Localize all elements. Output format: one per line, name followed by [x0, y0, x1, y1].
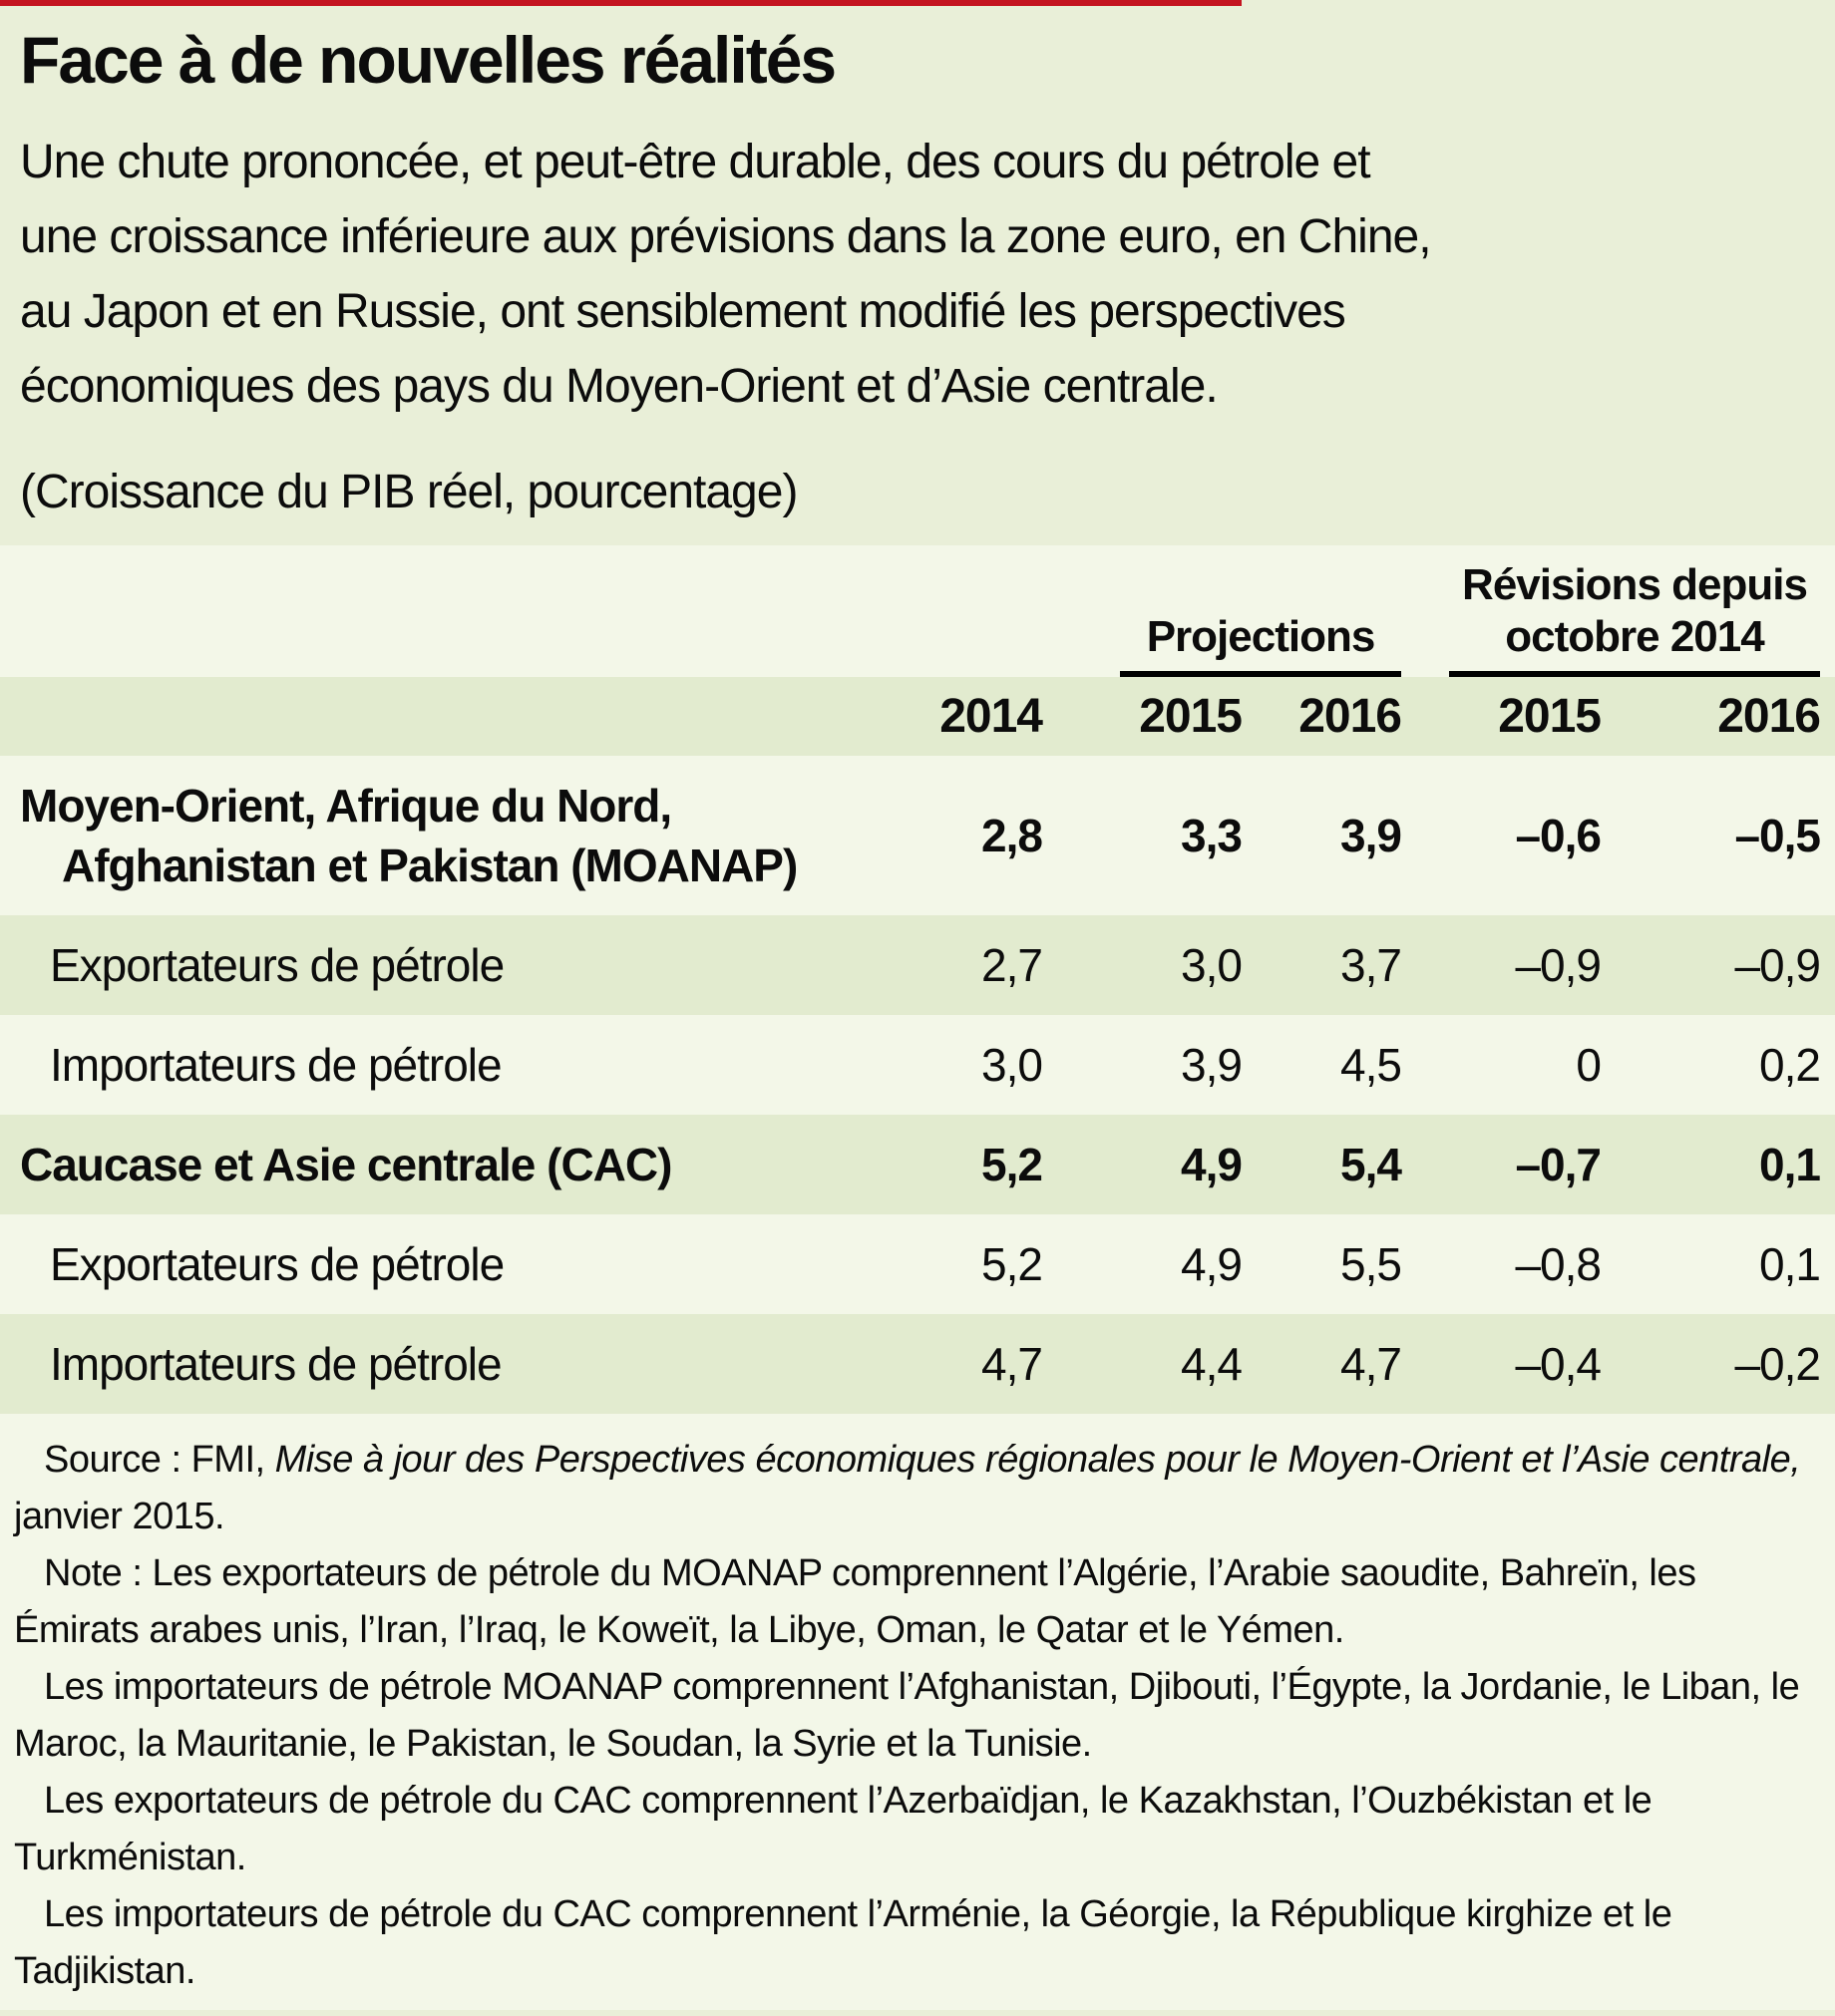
cell-rev-2015: 0 — [1576, 1039, 1601, 1092]
source-note-prefix: Source : FMI, — [44, 1439, 275, 1482]
note-cac-exporters: Les exportateurs de pétrole du CAC comprennent l’Azerbaïdjan, le Kazakhstan, l’Ouzbékistan et le Turkménistan. — [14, 1780, 1652, 1879]
cell-2014: 2,7 — [981, 939, 1042, 992]
figure-title: Face à de nouvelles réalités — [20, 23, 836, 97]
year-header-2014: 2014 — [939, 690, 1042, 744]
cell-proj-2016: 4,7 — [1340, 1338, 1401, 1391]
cell-2014: 2,8 — [981, 810, 1042, 862]
group-header-projections: Projections — [1120, 611, 1401, 677]
cell-rev-2015: –0,6 — [1515, 810, 1601, 862]
row-label: Importateurs de pétrole — [50, 1039, 502, 1092]
year-header-rev-2016: 2016 — [1717, 690, 1820, 744]
table-group-header-row — [0, 545, 1835, 677]
cell-rev-2016: –0,9 — [1734, 939, 1820, 992]
top-red-rule — [0, 0, 1242, 6]
cell-rev-2016: –0,5 — [1734, 810, 1820, 862]
cell-2014: 5,2 — [981, 1139, 1042, 1191]
intro-line: au Japon et en Russie, ont sensiblement modifié les perspectives — [20, 285, 1345, 339]
intro-line: une croissance inférieure aux prévisions dans la zone euro, en Chine, — [20, 210, 1431, 264]
row-label-line2: Afghanistan et Pakistan (MOANAP) — [62, 840, 798, 892]
cell-proj-2016: 4,5 — [1340, 1039, 1401, 1092]
table-year-header-row — [0, 677, 1835, 756]
table-row-moanap-exporters — [0, 915, 1835, 1015]
year-header-rev-2015: 2015 — [1498, 690, 1601, 744]
intro-line: économiques des pays du Moyen-Orient et d’Asie centrale. — [20, 360, 1218, 414]
cell-rev-2016: 0,1 — [1759, 1238, 1820, 1291]
footnotes — [0, 1414, 1835, 2010]
cell-proj-2015: 4,4 — [1181, 1338, 1242, 1391]
row-label: Caucase et Asie centrale (CAC) — [20, 1139, 672, 1191]
cell-rev-2015: –0,9 — [1515, 939, 1601, 992]
intro-paragraph — [20, 125, 1811, 424]
cell-rev-2015: –0,4 — [1515, 1338, 1601, 1391]
table-row-cac-exporters — [0, 1214, 1835, 1314]
cell-2014: 3,0 — [981, 1039, 1042, 1092]
cell-2014: 5,2 — [981, 1238, 1042, 1291]
table-row-cac-importers — [0, 1314, 1835, 1414]
cell-proj-2016: 3,9 — [1340, 810, 1401, 862]
cell-proj-2016: 3,7 — [1340, 939, 1401, 992]
intro-line: Une chute prononcée, et peut-être durable, des cours du pétrole et — [20, 136, 1370, 189]
table-row-cac — [0, 1115, 1835, 1214]
row-label: Importateurs de pétrole — [50, 1338, 502, 1391]
row-label: Exportateurs de pétrole — [50, 939, 505, 992]
cell-2014: 4,7 — [981, 1338, 1042, 1391]
source-note-date: janvier 2015. — [14, 1496, 225, 1538]
note-cac-importers: Les importateurs de pétrole du CAC comprennent l’Arménie, la Géorgie, la République kirghize et le Tadjikistan. — [14, 1893, 1672, 1993]
cell-rev-2015: –0,7 — [1515, 1139, 1601, 1191]
row-label — [20, 776, 858, 895]
group-header-revisions: Révisions depuis octobre 2014 — [1449, 559, 1820, 677]
cell-proj-2015: 4,9 — [1181, 1139, 1242, 1191]
cell-rev-2016: 0,2 — [1759, 1039, 1820, 1092]
note-moanap-exporters: Note : Les exportateurs de pétrole du MOANAP comprennent l’Algérie, l’Arabie saoudite, Bahreïn, les Émirats arabes unis, l’Iran, l’Iraq, le Koweït, la Libye, Oman, le Qatar et le Yémen. — [14, 1552, 1696, 1652]
cell-proj-2016: 5,5 — [1340, 1238, 1401, 1291]
cell-rev-2016: 0,1 — [1759, 1139, 1820, 1191]
cell-rev-2015: –0,8 — [1515, 1238, 1601, 1291]
note-moanap-importers: Les importateurs de pétrole MOANAP comprennent l’Afghanistan, Djibouti, l’Égypte, la Jordanie, le Liban, le Maroc, la Mauritanie, le Pakistan, le Soudan, la Syrie et la Tunisie. — [14, 1666, 1800, 1766]
table-row-moanap — [0, 756, 1835, 915]
cell-proj-2016: 5,4 — [1340, 1139, 1401, 1191]
cell-proj-2015: 3,9 — [1181, 1039, 1242, 1092]
source-note-publication: Mise à jour des Perspectives économiques régionales pour le Moyen-Orient et l’Asie centrale, — [274, 1439, 1801, 1482]
year-header-proj-2016: 2016 — [1298, 690, 1401, 744]
table-row-moanap-importers — [0, 1015, 1835, 1115]
row-label-line1: Moyen-Orient, Afrique du Nord, — [20, 780, 672, 833]
cell-proj-2015: 4,9 — [1181, 1238, 1242, 1291]
cell-proj-2015: 3,0 — [1181, 939, 1242, 992]
figure-unit-subtitle: (Croissance du PIB réel, pourcentage) — [20, 466, 798, 519]
source-note — [14, 1432, 1813, 1545]
table-panel — [0, 545, 1835, 2010]
row-label: Exportateurs de pétrole — [50, 1238, 505, 1291]
cell-rev-2016: –0,2 — [1734, 1338, 1820, 1391]
cell-proj-2015: 3,3 — [1181, 810, 1242, 862]
year-header-proj-2015: 2015 — [1139, 690, 1242, 744]
